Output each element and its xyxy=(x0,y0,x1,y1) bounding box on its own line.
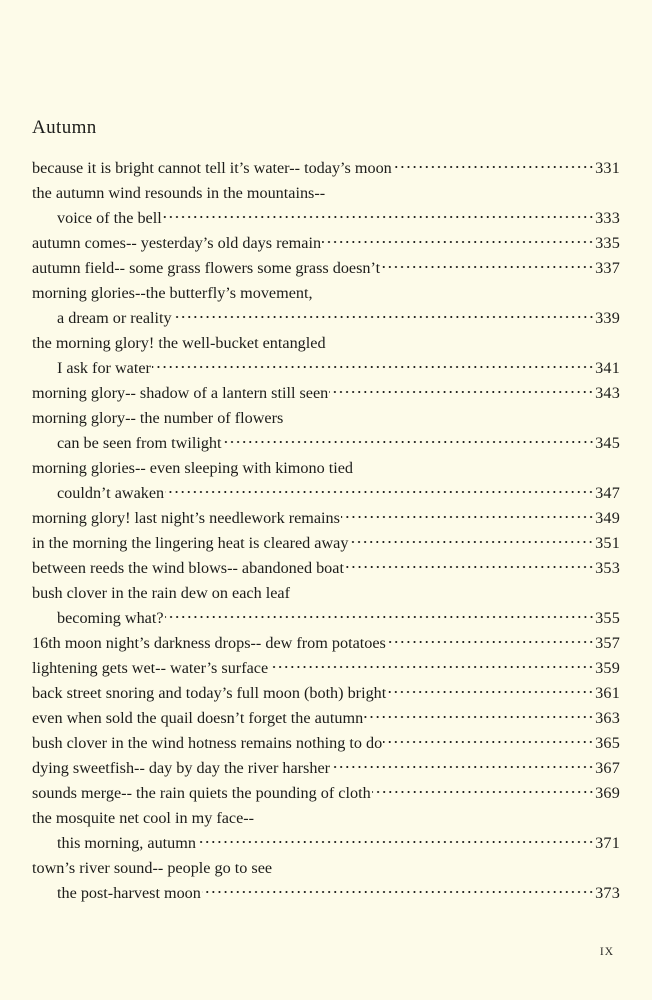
toc-entry-line xyxy=(32,256,620,281)
toc-entry-list xyxy=(32,156,620,906)
toc-entry-text: 16th moon night’s darkness drops-- dew from potatoes xyxy=(32,633,386,652)
toc-page-number[interactable]: 335 xyxy=(595,233,620,252)
toc-page-number[interactable]: 369 xyxy=(595,783,620,802)
dot-leader xyxy=(163,207,594,223)
toc-entry-line xyxy=(32,381,620,406)
dot-leader xyxy=(381,257,594,273)
toc-entry[interactable] xyxy=(32,406,620,456)
dot-leader xyxy=(387,632,594,648)
toc-entry-text: autumn comes-- yesterday’s old days remain xyxy=(32,233,322,252)
toc-entry[interactable] xyxy=(32,156,620,181)
toc-entry[interactable] xyxy=(32,856,620,906)
dot-leader xyxy=(165,482,594,498)
toc-entry-text: town’s river sound-- people go to see xyxy=(32,858,273,877)
toc-entry-line xyxy=(32,181,620,206)
toc-page-number[interactable]: 343 xyxy=(595,383,620,402)
toc-entry-line xyxy=(32,631,620,656)
toc-entry-text: because it is bright cannot tell it’s water-- today’s moon xyxy=(32,158,392,177)
toc-page-number[interactable]: 363 xyxy=(595,708,620,727)
dot-leader xyxy=(383,732,594,748)
toc-entry-line xyxy=(32,606,620,631)
toc-entry-line xyxy=(32,506,620,531)
toc-entry-line xyxy=(32,281,620,306)
toc-entry[interactable] xyxy=(32,781,620,806)
toc-entry-text: a dream or reality xyxy=(57,308,172,327)
toc-page-number[interactable]: 351 xyxy=(595,533,620,552)
toc-entry[interactable] xyxy=(32,681,620,706)
toc-entry-line xyxy=(32,481,620,506)
toc-entry-text: sounds merge-- the rain quiets the pounding of cloth xyxy=(32,783,371,802)
dot-leader xyxy=(387,682,594,698)
toc-entry[interactable] xyxy=(32,506,620,531)
toc-page-number[interactable]: 365 xyxy=(595,733,620,752)
toc-entry[interactable] xyxy=(32,256,620,281)
toc-entry-text: the morning glory! the well-bucket entangled xyxy=(32,333,326,352)
toc-page-number[interactable]: 333 xyxy=(595,208,620,227)
toc-entry-text: the mosquite net cool in my face-- xyxy=(32,808,255,827)
toc-entry-text: couldn’t awaken xyxy=(57,483,165,502)
toc-entry-line xyxy=(32,681,620,706)
toc-entry-line xyxy=(32,231,620,256)
toc-entry-line xyxy=(32,581,620,606)
toc-entry-text: can be seen from twilight xyxy=(57,433,222,452)
toc-entry-line xyxy=(32,806,620,831)
dot-leader xyxy=(165,607,595,623)
toc-page-number[interactable]: 373 xyxy=(595,883,620,902)
dot-leader xyxy=(152,357,594,373)
toc-entry-line xyxy=(32,831,620,856)
toc-entry-text: bush clover in the wind hotness remains nothing to do xyxy=(32,733,383,752)
toc-entry-text: morning glories-- even sleeping with kimono tied xyxy=(32,458,353,477)
toc-entry-line xyxy=(32,406,620,431)
toc-page-number[interactable]: 361 xyxy=(595,683,620,702)
dot-leader xyxy=(197,832,594,848)
toc-entry-text: morning glories--the butterfly’s movement, xyxy=(32,283,313,302)
toc-entry[interactable] xyxy=(32,331,620,381)
toc-entry[interactable] xyxy=(32,181,620,231)
toc-entry[interactable] xyxy=(32,806,620,856)
toc-entry-line xyxy=(32,656,620,681)
dot-leader xyxy=(331,757,594,773)
toc-page-number[interactable]: 347 xyxy=(595,483,620,502)
dot-leader xyxy=(173,307,595,323)
toc-entry[interactable] xyxy=(32,656,620,681)
toc-entry[interactable] xyxy=(32,456,620,506)
toc-entry-line xyxy=(32,856,620,881)
toc-entry-text: becoming what? xyxy=(57,608,164,627)
dot-leader xyxy=(202,882,594,898)
toc-entry-line xyxy=(32,881,620,906)
toc-page-number[interactable]: 349 xyxy=(595,508,620,527)
dot-leader xyxy=(393,157,594,173)
toc-page-number[interactable]: 341 xyxy=(595,358,620,377)
dot-leader xyxy=(322,232,594,248)
toc-entry-line xyxy=(32,756,620,781)
toc-entry[interactable] xyxy=(32,731,620,756)
toc-page-number[interactable]: 331 xyxy=(595,158,620,177)
folio-page-number: IX xyxy=(599,946,614,958)
toc-entry[interactable] xyxy=(32,381,620,406)
dot-leader xyxy=(269,657,594,673)
toc-entry-text: the post-harvest moon xyxy=(57,883,201,902)
toc-page-number[interactable]: 371 xyxy=(595,833,620,852)
toc-entry-text: dying sweetfish-- day by day the river harsher xyxy=(32,758,331,777)
toc-entry-line xyxy=(32,531,620,556)
toc-entry[interactable] xyxy=(32,756,620,781)
dot-leader xyxy=(341,507,594,523)
toc-entry-line xyxy=(32,731,620,756)
toc-entry-text: I ask for water xyxy=(57,358,151,377)
dot-leader xyxy=(349,532,594,548)
toc-page-number[interactable]: 339 xyxy=(595,308,620,327)
dot-leader xyxy=(329,382,594,398)
toc-entry-line xyxy=(32,356,620,381)
toc-entry-line xyxy=(32,706,620,731)
dot-leader xyxy=(364,707,594,723)
page-title: Autumn xyxy=(32,117,97,138)
toc-entry[interactable] xyxy=(32,706,620,731)
toc-entry-text: even when sold the quail doesn’t forget the autumn xyxy=(32,708,364,727)
dot-leader xyxy=(223,432,595,448)
toc-entry-line xyxy=(32,206,620,231)
toc-entry[interactable] xyxy=(32,631,620,656)
toc-page-number[interactable]: 367 xyxy=(595,758,620,777)
toc-entry-line xyxy=(32,306,620,331)
toc-entry-line xyxy=(32,781,620,806)
toc-page-number[interactable]: 353 xyxy=(595,558,620,577)
toc-page-number[interactable]: 359 xyxy=(595,658,620,677)
toc-entry-line xyxy=(32,456,620,481)
toc-entry-text: between reeds the wind blows-- abandoned boat xyxy=(32,558,344,577)
toc-entry-text: in the morning the lingering heat is cleared away xyxy=(32,533,349,552)
toc-entry-text: morning glory! last night’s needlework remains xyxy=(32,508,340,527)
toc-entry-line xyxy=(32,431,620,456)
toc-page-number[interactable]: 357 xyxy=(595,633,620,652)
toc-entry-text: the autumn wind resounds in the mountains-- xyxy=(32,183,326,202)
toc-entry-text: autumn field-- some grass flowers some grass doesn’t xyxy=(32,258,381,277)
dot-leader xyxy=(372,782,594,798)
toc-entry[interactable] xyxy=(32,281,620,331)
toc-entry-text: morning glory-- the number of flowers xyxy=(32,408,284,427)
toc-entry-text: bush clover in the rain dew on each leaf xyxy=(32,583,290,602)
dot-leader xyxy=(345,557,594,573)
toc-page-number[interactable]: 337 xyxy=(595,258,620,277)
toc-page-number[interactable]: 345 xyxy=(595,433,620,452)
toc-entry-text: voice of the bell xyxy=(57,208,162,227)
toc-entry-text: morning glory-- shadow of a lantern still seen xyxy=(32,383,329,402)
toc-entry-text: this morning, autumn xyxy=(57,833,196,852)
toc-entry-line xyxy=(32,556,620,581)
toc-page-number[interactable]: 355 xyxy=(595,608,620,627)
toc-entry-line xyxy=(32,156,620,181)
toc-entry-text: lightening gets wet-- water’s surface xyxy=(32,658,269,677)
toc-entry-text: back street snoring and today’s full moon (both) bright xyxy=(32,683,387,702)
toc-entry[interactable] xyxy=(32,581,620,631)
toc-entry-line xyxy=(32,331,620,356)
toc-entry[interactable] xyxy=(32,556,620,581)
toc-entry[interactable] xyxy=(32,231,620,256)
toc-entry[interactable] xyxy=(32,531,620,556)
